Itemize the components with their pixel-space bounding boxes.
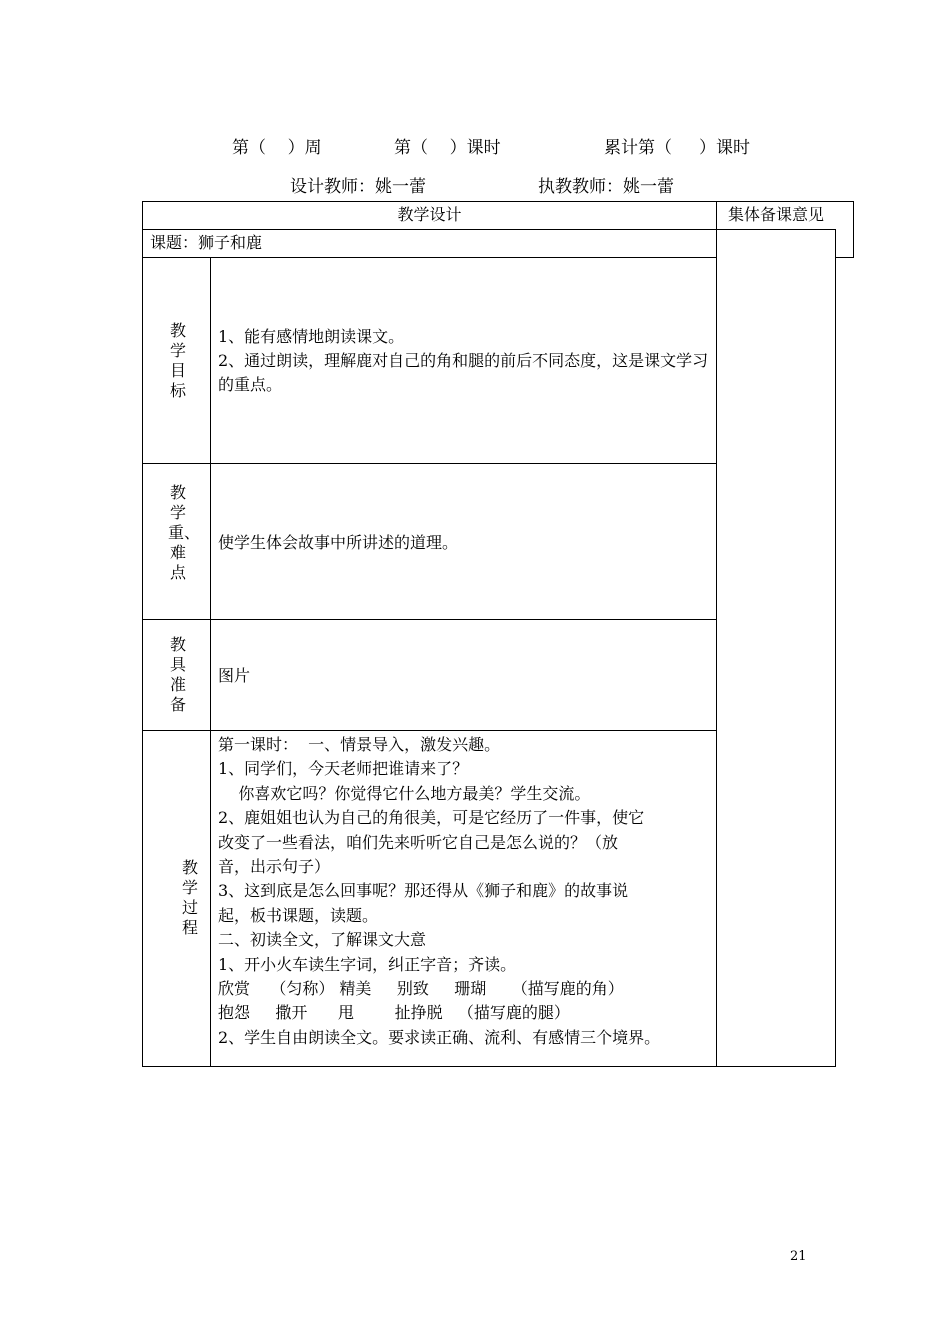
key-points-label: 教学重、难点 (168, 483, 201, 582)
table-border (836, 257, 854, 258)
period-field: 第（ ）课时 (394, 138, 501, 158)
teacher-field: 执教教师：姚一蕾 (538, 177, 674, 197)
table-border (142, 1066, 836, 1067)
process-content (218, 733, 714, 1050)
process-line: 音，出示句子） (218, 857, 331, 877)
process-line: 改变了一些看法，咱们先来听听它自己是怎么说的？（放 (218, 832, 619, 852)
table-border (835, 229, 836, 1067)
table-border (142, 619, 716, 620)
table-border (142, 229, 716, 230)
objectives-content (218, 325, 712, 397)
process-line: 3、这到底是怎么回事呢？那还得从《狮子和鹿》的故事说 (218, 881, 629, 901)
table-border (142, 201, 143, 1067)
table-border (853, 201, 854, 258)
process-line: 2、鹿姐姐也认为自己的角很美，可是它经历了一件事，使它 (218, 808, 645, 828)
table-border (142, 201, 854, 202)
objective-line: 1、能有感情地朗读课文。 (218, 327, 405, 346)
collective-column-header: 集体备课意见 (728, 205, 825, 224)
process-line: 1、同学们，今天老师把谁请来了？ (218, 759, 469, 779)
materials-label: 教具准备 (169, 635, 186, 714)
design-column-header: 教学设计 (397, 205, 462, 224)
process-line: 二、初读全文，了解课文大意 (218, 930, 427, 950)
process-line: 欣赏 （匀称） 精美 别致 珊瑚 （描写鹿的角） (218, 979, 624, 999)
process-line: 你喜欢它吗？你觉得它什么地方最美？学生交流。 (218, 783, 591, 803)
page-number: 21 (790, 1249, 807, 1264)
week-field: 第（ ）周 (232, 138, 322, 158)
key-points-content: 使学生体会故事中所讲述的道理。 (218, 533, 459, 552)
cumulative-field: 累计第（ ）课时 (604, 138, 751, 158)
table-border (210, 257, 211, 1067)
table-border (716, 229, 836, 230)
process-line: 1、开小火车读生字词，纠正字音；齐读。 (218, 954, 517, 974)
designer-field: 设计教师：姚一蕾 (290, 177, 426, 197)
process-line: 第一课时： 一、情景导入，激发兴趣。 (218, 735, 501, 754)
table-border (142, 730, 716, 731)
table-border (142, 463, 716, 464)
objectives-label: 教学目标 (169, 321, 186, 400)
process-label: 教学过程 (181, 858, 198, 937)
process-line: 抱怨 撒开 甩 扯挣脱 （描写鹿的腿） (218, 1003, 570, 1023)
table-border (716, 201, 717, 1067)
materials-content: 图片 (218, 666, 251, 685)
process-line: 2、学生自由朗读全文。要求读正确、流利、有感情三个境界。 (218, 1027, 661, 1047)
table-border (142, 257, 716, 258)
lesson-topic: 课题：狮子和鹿 (150, 233, 263, 252)
process-line: 起，板书课题，读题。 (218, 905, 379, 925)
objective-line: 2、通过朗读，理解鹿对自己的角和腿的前后不同态度，这是课文学习的重点。 (218, 351, 709, 394)
